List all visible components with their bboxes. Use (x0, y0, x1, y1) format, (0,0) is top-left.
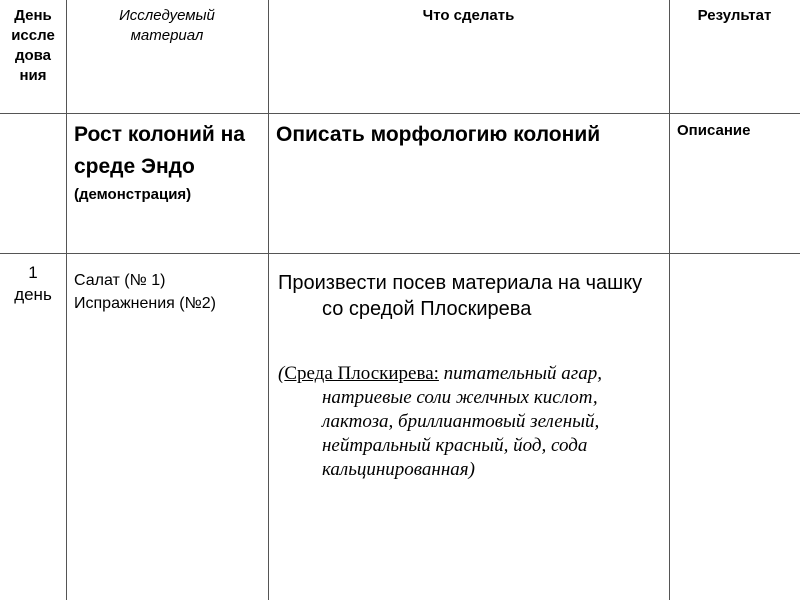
row1-action (276, 119, 666, 151)
row2-day-word: день (14, 285, 52, 304)
header-action (268, 6, 669, 26)
note-open-paren: ( (278, 363, 285, 384)
column-divider (669, 0, 670, 600)
row2-material-item: Салат (№ 1) (74, 272, 166, 289)
column-divider (66, 0, 67, 600)
header-material (66, 6, 268, 46)
row-divider (0, 253, 800, 254)
column-divider (268, 0, 269, 600)
row2-action-text: Произвести посев материала на чашку со средой Плоскирева (278, 272, 643, 320)
header-day (0, 6, 66, 86)
row1-material (74, 119, 264, 205)
row-divider (0, 113, 800, 114)
note-body: питательный агар, натриевые соли желчных кислот, лактоза, бриллиантовый зеленый, нейтральный красный, йод, сода кальцинированная) (322, 363, 602, 480)
row2-material (74, 269, 266, 315)
row1-material-title: Рост колоний на среде Эндо (74, 123, 245, 178)
header-action-label: Что сделать (422, 7, 515, 24)
row2-action (278, 270, 662, 482)
row2-medium-note (278, 362, 662, 482)
header-result-label: Результат (697, 7, 772, 24)
row2-day-number: 1 (28, 263, 38, 282)
row2-material-item: Испражнения (№2) (74, 295, 216, 312)
row1-result-text: Описание (677, 122, 751, 139)
row1-action-text: Описать морфологию колоний (276, 123, 601, 146)
row2-day (0, 262, 66, 306)
note-heading: Среда Плоскирева: (284, 363, 439, 384)
header-result (669, 6, 800, 26)
row1-material-note: (демонстрация) (74, 186, 192, 203)
header-day-label: День иссле дова ния (11, 7, 55, 84)
header-material-label: Исследуемый материал (119, 7, 215, 44)
row1-result (677, 121, 797, 141)
